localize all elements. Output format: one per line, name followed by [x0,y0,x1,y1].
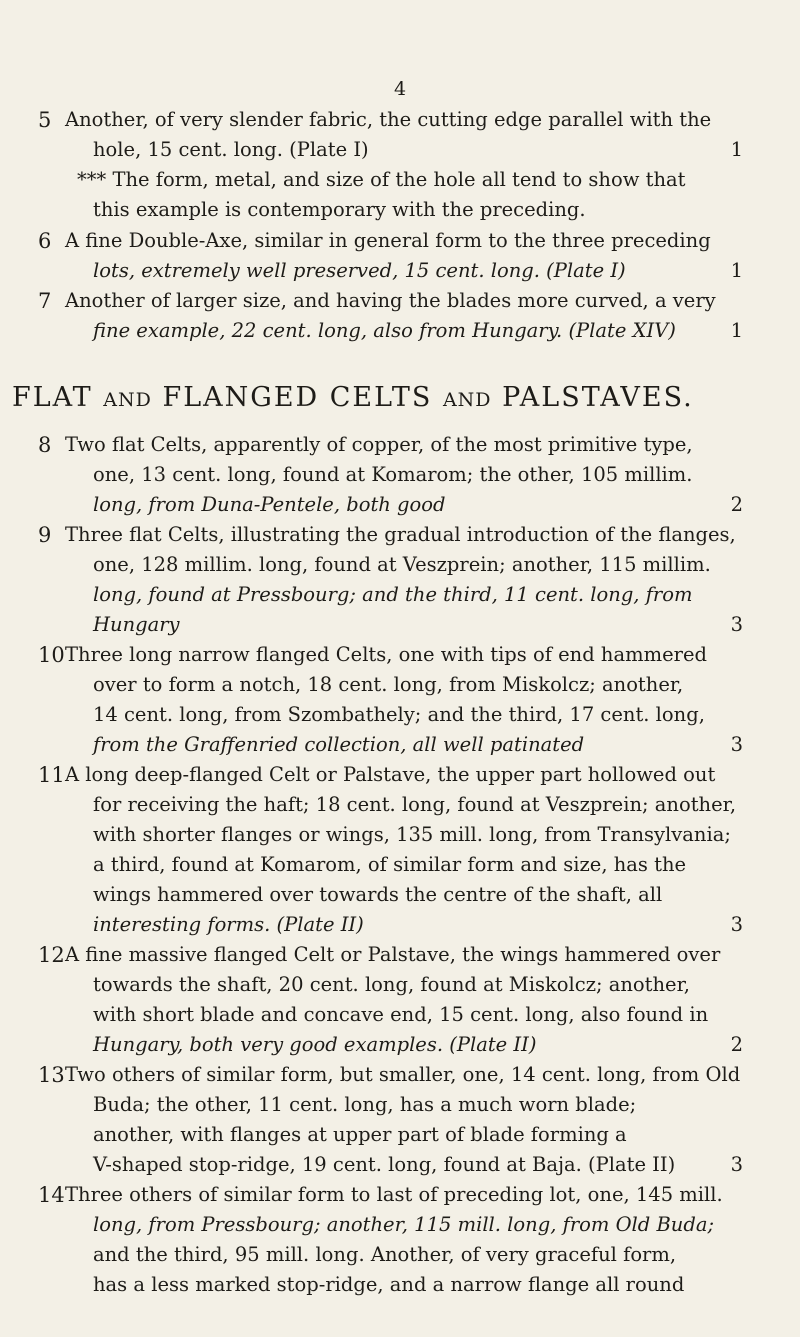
lot-number: 6 [38,229,52,253]
lot-number: 7 [38,289,52,313]
lot-quantity: 1 [730,319,743,342]
page-number: 4 [393,78,407,100]
lot-description: A long deep-flanged Celt or Palstave, the upper part hollowed out for receiving the haft; 18 cent. long, found at Veszprein; another, with shorter flanges or wings, 135 mill. long, from Transylvania; a third, found at Komarom, of similar form and size, has the wings hammered over towards the centre of the shaft, all interesting forms. (Plate II) 3 [65,760,743,940]
lot-description: Three flat Celts, illustrating the gradual introduction of the flanges, one, 128 millim. long, found at Veszprein; another, 115 millim. long, found at Pressbourg; and the third, 11 cent. long, from Hungary 3 [65,520,743,640]
lot-quantity: 2 [730,493,743,516]
lot-number: 5 [38,108,52,132]
lot-description: Another, of very slender fabric, the cutting edge parallel with the hole, 15 cent. long. (Plate I) 1 *** The form, metal, and size of the hole all tend to show that this example is contemporary with the preceding. [65,108,743,221]
lot-quantity: 3 [730,913,743,936]
lot-number: 14 [38,1183,65,1207]
lot-description: Another of larger size, and having the blades more curved, a very fine example, 22 cent. long, also from Hungary. (Plate XIV) 1 [65,286,743,346]
lot-quantity: 1 [730,259,743,282]
lot-description: Two others of similar form, but smaller, one, 14 cent. long, from Old Buda; the other, 11 cent. long, has a much worn blade; another, with flanges at upper part of blade forming a V-shaped stop-ridge, 19 cent. long, found at Baja. (Plate II) 3 [65,1060,743,1180]
lot-number: 11 [38,763,65,787]
lot-description: Three long narrow flanged Celts, one with tips of end hammered over to form a notch, 18 cent. long, from Miskolcz; another, 14 cent. long, from Szombathely; and the third, 17 cent. long, from the Graffenried collection, all well patinated 3 [65,640,743,760]
lot-description: A fine massive flanged Celt or Palstave, the wings hammered over towards the shaft, 20 cent. long, found at Miskolcz; another, with short blade and concave end, 15 cent. long, also found in Hungary, both very good examples. (Plate II) 2 [65,940,743,1060]
lot-number: 13 [38,1063,65,1087]
lot-description: Three others of similar form to last of preceding lot, one, 145 mill. long, from Pressbourg; another, 115 mill. long, from Old Buda; and the third, 95 mill. long. Another, of very graceful form, has a less marked stop-ridge, and a narrow flange all round [65,1183,723,1296]
section-heading: FLAT AND FLANGED CELTS AND PALSTAVES. [12,382,694,413]
lot-number: 9 [38,523,52,547]
lot-number: 10 [38,643,65,667]
lot-number: 12 [38,943,65,967]
lot-description: Two flat Celts, apparently of copper, of the most primitive type, one, 13 cent. long, found at Komarom; the other, 105 millim. long, from Duna-Pentele, both good 2 [65,430,743,520]
lot-description: A fine Double-Axe, similar in general form to the three preceding lots, extremely well preserved, 15 cent. long. (Plate I) 1 [65,226,743,286]
lot-quantity: 2 [730,1033,743,1056]
lot-quantity: 3 [730,1153,743,1176]
lot-quantity: 3 [730,613,743,636]
lot-quantity: 3 [730,733,743,756]
lot-number: 8 [38,433,52,457]
lot-quantity: 1 [730,138,743,161]
